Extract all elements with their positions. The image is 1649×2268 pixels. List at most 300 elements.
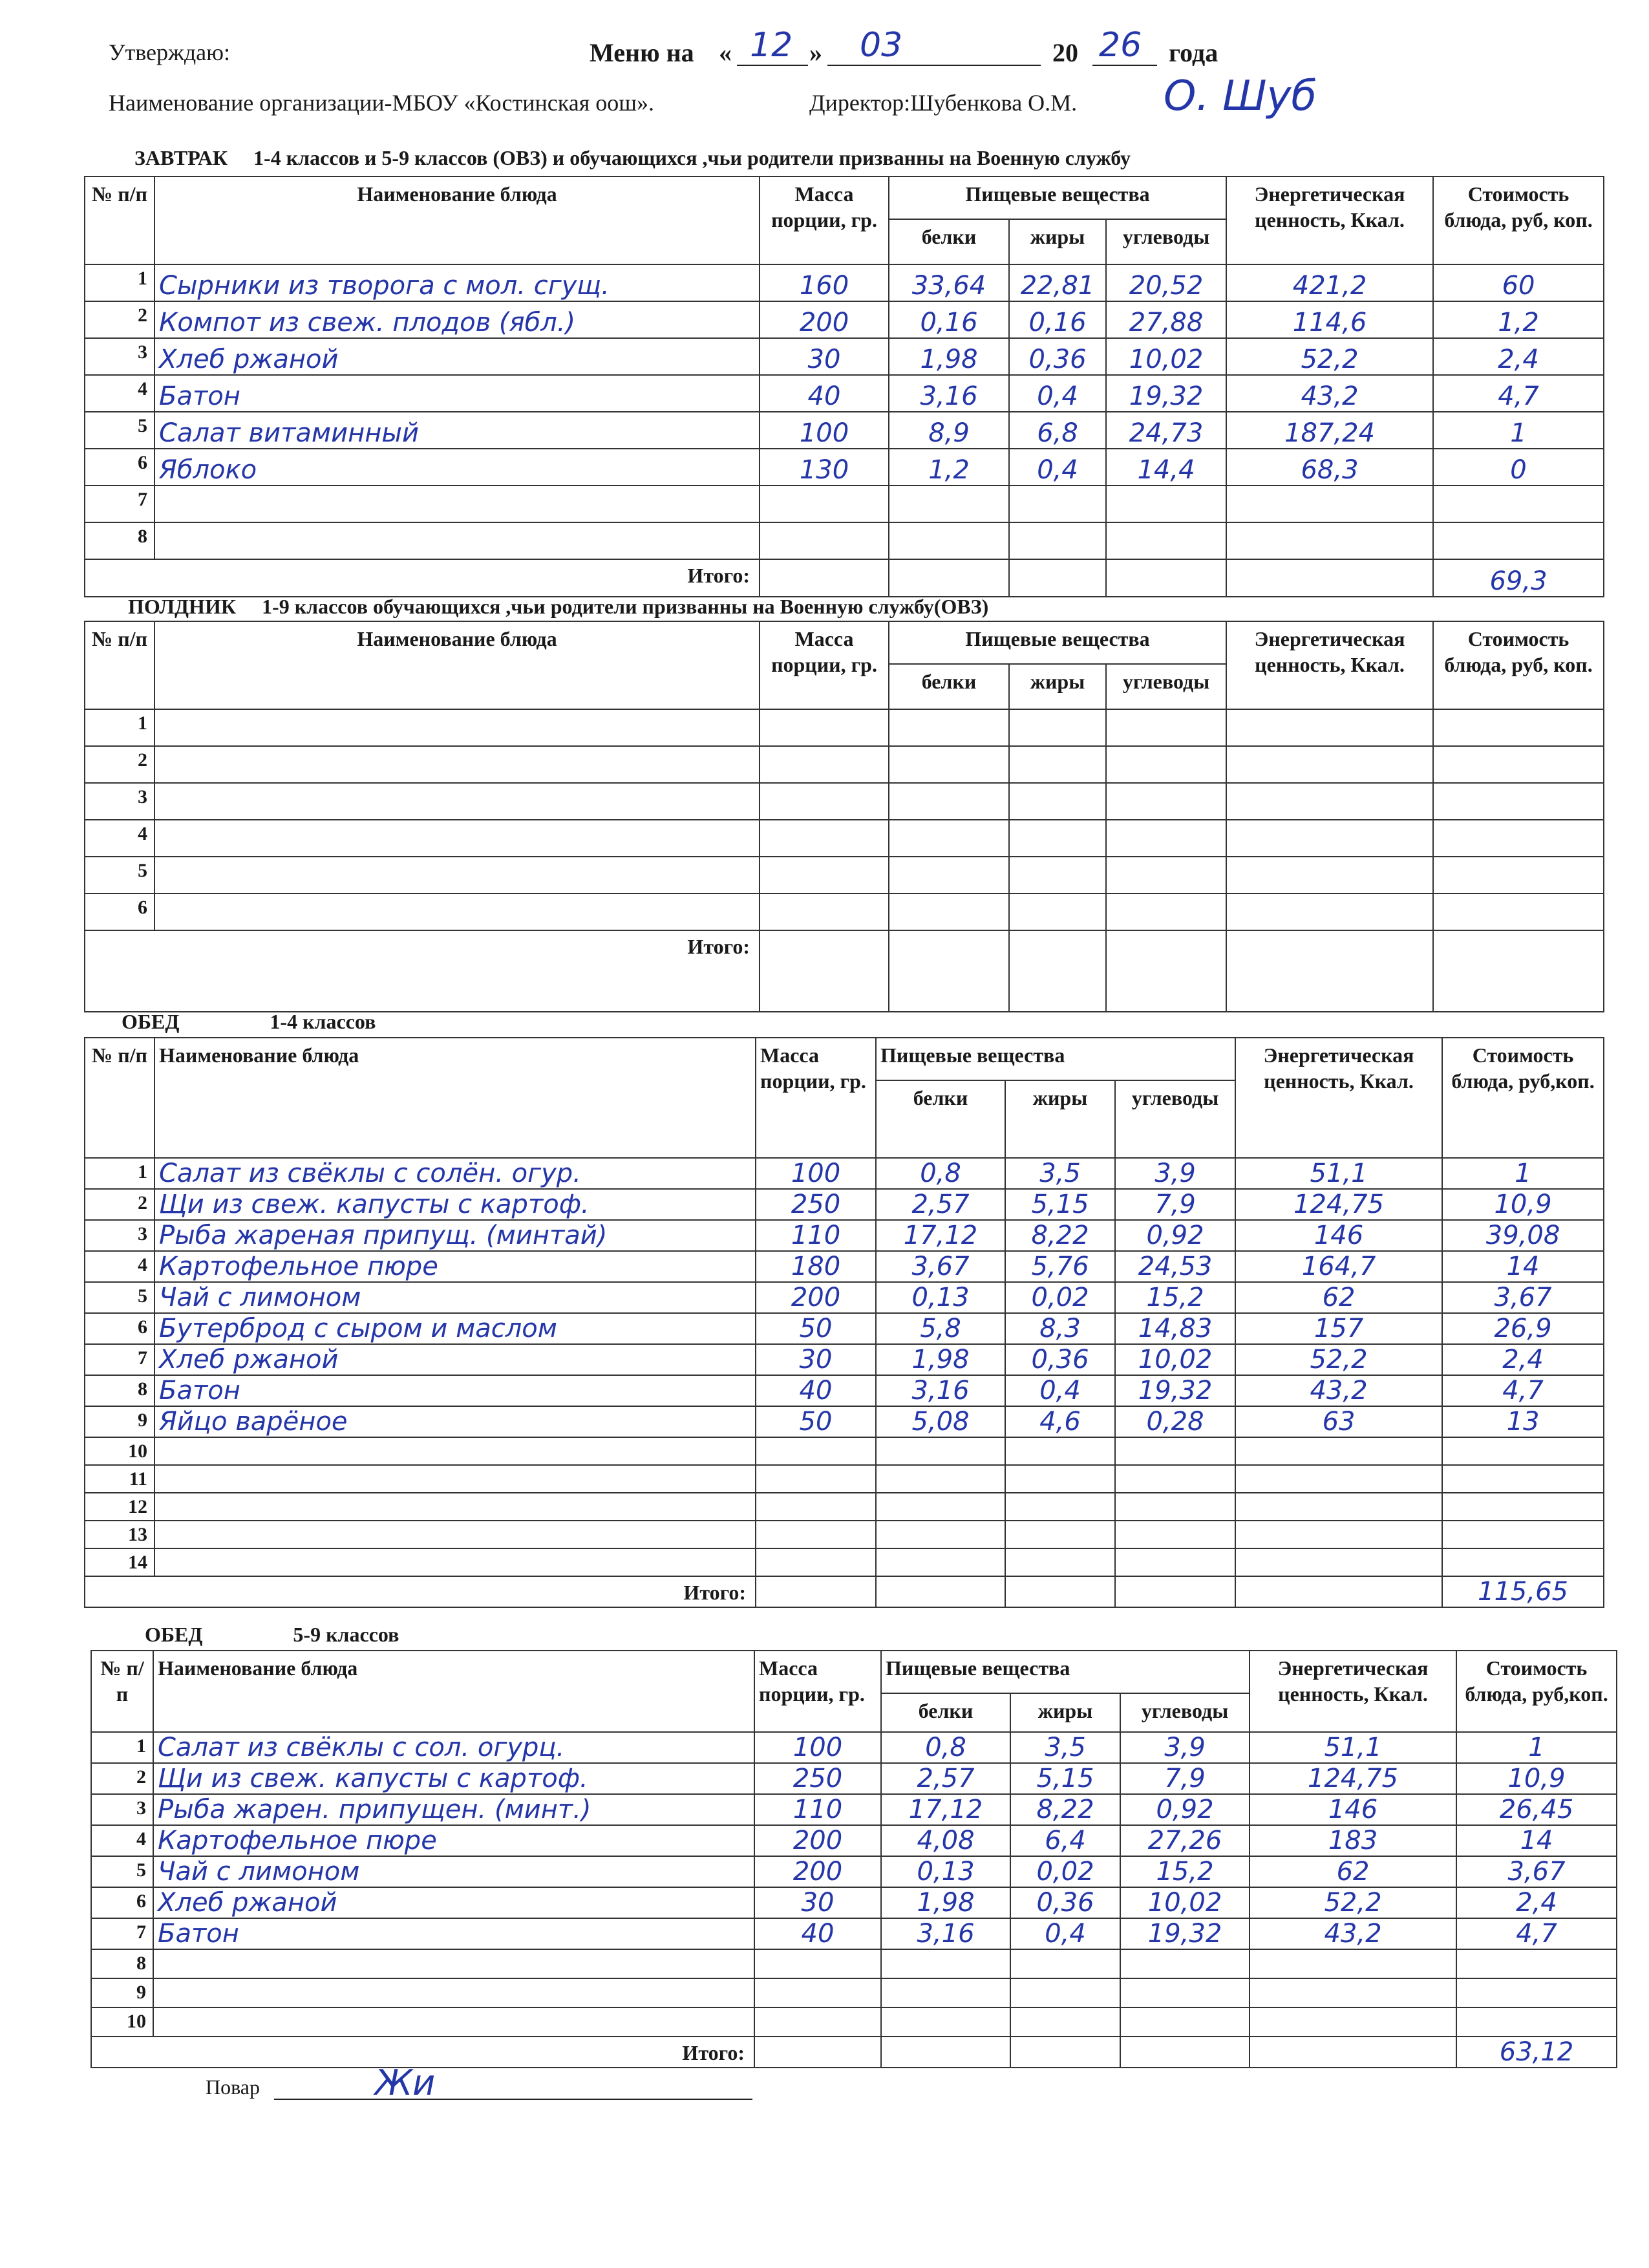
dish-name bbox=[154, 857, 760, 893]
menu-label: Меню на bbox=[590, 38, 694, 67]
cost-value bbox=[1433, 746, 1604, 783]
energy-value: 52,2 bbox=[1235, 1344, 1442, 1375]
table-row bbox=[85, 1158, 1604, 1189]
row-number: 8 bbox=[85, 522, 154, 559]
protein-value: 0,13 bbox=[876, 1282, 1005, 1313]
carbs-value: 15,2 bbox=[1115, 1282, 1235, 1313]
protein-value: 3,16 bbox=[881, 1918, 1010, 1949]
row-number: 6 bbox=[85, 1313, 154, 1344]
col-fat-header: жиры bbox=[1005, 1080, 1115, 1158]
carbs-value: 24,73 bbox=[1106, 412, 1226, 449]
fat-value: 0,02 bbox=[1005, 1282, 1115, 1313]
protein-value bbox=[876, 1548, 1005, 1576]
col-nutrients-header: Пищевые вещества bbox=[889, 621, 1226, 664]
portion-mass: 40 bbox=[760, 375, 889, 412]
carbs-value: 19,32 bbox=[1115, 1375, 1235, 1406]
energy-value: 43,2 bbox=[1235, 1375, 1442, 1406]
cost-value: 1 bbox=[1456, 1732, 1617, 1763]
table-row bbox=[85, 1465, 1604, 1493]
cost-value: 14 bbox=[1442, 1251, 1604, 1282]
portion-mass bbox=[760, 857, 889, 893]
total-label: Итого: bbox=[85, 930, 760, 1012]
total-empty-cell bbox=[756, 1576, 876, 1607]
menu-year: 26 bbox=[1099, 26, 1142, 65]
energy-value bbox=[1235, 1548, 1442, 1576]
row-number: 4 bbox=[85, 375, 154, 412]
row-number: 7 bbox=[85, 486, 154, 522]
table-row bbox=[91, 1918, 1617, 1949]
portion-mass bbox=[756, 1548, 876, 1576]
dish-name bbox=[154, 893, 760, 930]
total-label: Итого: bbox=[85, 559, 760, 597]
total-empty-cell bbox=[1115, 1576, 1235, 1607]
protein-value: 1,98 bbox=[876, 1344, 1005, 1375]
protein-value bbox=[876, 1465, 1005, 1493]
year-word: года bbox=[1169, 38, 1218, 67]
table-row bbox=[85, 338, 1604, 375]
portion-mass: 130 bbox=[760, 449, 889, 486]
energy-value bbox=[1226, 820, 1433, 857]
dish-name bbox=[154, 709, 760, 746]
fat-value bbox=[1009, 486, 1106, 522]
col-mass-header: Масса порции, гр. bbox=[760, 177, 889, 264]
protein-value bbox=[889, 783, 1009, 820]
dish-name: Рыба жарен. припущен. (минт.) bbox=[153, 1794, 754, 1825]
protein-value: 3,67 bbox=[876, 1251, 1005, 1282]
table-row bbox=[91, 2007, 1617, 2037]
dish-name bbox=[153, 1949, 754, 1978]
carbs-value: 15,2 bbox=[1120, 1856, 1250, 1887]
energy-value: 51,1 bbox=[1235, 1158, 1442, 1189]
cost-value: 1 bbox=[1433, 412, 1604, 449]
carbs-value: 19,32 bbox=[1120, 1918, 1250, 1949]
table-row bbox=[91, 1887, 1617, 1918]
portion-mass: 250 bbox=[754, 1763, 881, 1794]
total-empty-cell bbox=[881, 2037, 1010, 2068]
protein-value bbox=[889, 893, 1009, 930]
dish-name: Картофельное пюре bbox=[154, 1251, 756, 1282]
dish-name: Хлеб ржаной bbox=[153, 1887, 754, 1918]
cost-value: 26,45 bbox=[1456, 1794, 1617, 1825]
fat-value: 0,16 bbox=[1009, 301, 1106, 338]
row-number: 1 bbox=[85, 709, 154, 746]
portion-mass: 200 bbox=[760, 301, 889, 338]
row-number: 3 bbox=[85, 1220, 154, 1251]
snack-title: ПОЛДНИК 1-9 классов обучающихся ,чьи родители призванны на Военную службу(ОВЗ) bbox=[128, 595, 989, 618]
cost-value: 14 bbox=[1456, 1825, 1617, 1856]
dish-name: Батон bbox=[154, 1375, 756, 1406]
col-name-header: Наименование блюда bbox=[154, 177, 760, 264]
portion-mass bbox=[760, 522, 889, 559]
fat-value bbox=[1009, 746, 1106, 783]
energy-value bbox=[1226, 522, 1433, 559]
cost-value: 60 bbox=[1433, 264, 1604, 301]
total-empty-cell bbox=[1226, 930, 1433, 1012]
cost-value bbox=[1433, 486, 1604, 522]
table-row bbox=[91, 1949, 1617, 1978]
cost-value: 4,7 bbox=[1456, 1918, 1617, 1949]
row-number: 7 bbox=[85, 1344, 154, 1375]
carbs-value bbox=[1106, 857, 1226, 893]
protein-value: 0,16 bbox=[889, 301, 1009, 338]
portion-mass: 30 bbox=[754, 1887, 881, 1918]
row-number: 7 bbox=[91, 1918, 153, 1949]
dish-name: Батон bbox=[153, 1918, 754, 1949]
cost-value: 13 bbox=[1442, 1406, 1604, 1437]
table-row bbox=[85, 820, 1604, 857]
table-row bbox=[91, 1978, 1617, 2007]
energy-value: 157 bbox=[1235, 1313, 1442, 1344]
energy-value: 183 bbox=[1250, 1825, 1456, 1856]
energy-value bbox=[1226, 857, 1433, 893]
table-row bbox=[85, 1251, 1604, 1282]
cost-value bbox=[1456, 2007, 1617, 2037]
portion-mass: 50 bbox=[756, 1406, 876, 1437]
dish-name: Чай с лимоном bbox=[154, 1282, 756, 1313]
carbs-value bbox=[1106, 709, 1226, 746]
table-row bbox=[85, 1521, 1604, 1548]
table-row bbox=[85, 1548, 1604, 1576]
cost-value: 2,4 bbox=[1433, 338, 1604, 375]
row-number: 1 bbox=[91, 1732, 153, 1763]
portion-mass bbox=[756, 1465, 876, 1493]
dish-name bbox=[154, 1521, 756, 1548]
col-cost-header: Стоимость блюда, руб, коп. bbox=[1433, 621, 1604, 709]
fat-value bbox=[1010, 1978, 1120, 2007]
row-number: 5 bbox=[85, 1282, 154, 1313]
total-empty-cell bbox=[1009, 930, 1106, 1012]
breakfast-title: ЗАВТРАК 1-4 классов и 5-9 классов (ОВЗ) и обучающихся ,чьи родители призванны на Военную службу bbox=[134, 146, 1131, 169]
portion-mass bbox=[760, 820, 889, 857]
col-cost-header: Стоимость блюда, руб,коп. bbox=[1442, 1038, 1604, 1158]
row-number: 3 bbox=[85, 783, 154, 820]
carbs-value: 0,28 bbox=[1115, 1406, 1235, 1437]
protein-value: 0,8 bbox=[876, 1158, 1005, 1189]
total-cost-value: 115,65 bbox=[1442, 1576, 1604, 1607]
table-row bbox=[85, 375, 1604, 412]
carbs-value bbox=[1115, 1493, 1235, 1521]
fat-value: 0,36 bbox=[1005, 1344, 1115, 1375]
fat-value: 5,15 bbox=[1005, 1189, 1115, 1220]
fat-value: 0,4 bbox=[1009, 449, 1106, 486]
dish-name bbox=[153, 2007, 754, 2037]
portion-mass: 100 bbox=[756, 1158, 876, 1189]
protein-value: 2,57 bbox=[876, 1189, 1005, 1220]
portion-mass: 200 bbox=[754, 1856, 881, 1887]
fat-value bbox=[1005, 1437, 1115, 1465]
carbs-value bbox=[1120, 2007, 1250, 2037]
fat-value: 8,22 bbox=[1010, 1794, 1120, 1825]
row-number: 8 bbox=[85, 1375, 154, 1406]
protein-value: 3,16 bbox=[889, 375, 1009, 412]
cost-value bbox=[1433, 893, 1604, 930]
row-number: 3 bbox=[85, 338, 154, 375]
energy-value bbox=[1250, 1978, 1456, 2007]
portion-mass: 30 bbox=[756, 1344, 876, 1375]
total-cost-value: 63,12 bbox=[1456, 2037, 1617, 2068]
carbs-value: 0,92 bbox=[1120, 1794, 1250, 1825]
row-number: 4 bbox=[85, 820, 154, 857]
dish-name: Бутерброд с сыром и маслом bbox=[154, 1313, 756, 1344]
fat-value bbox=[1009, 893, 1106, 930]
carbs-value bbox=[1106, 746, 1226, 783]
protein-value: 0,13 bbox=[881, 1856, 1010, 1887]
portion-mass bbox=[756, 1437, 876, 1465]
carbs-value: 14,83 bbox=[1115, 1313, 1235, 1344]
carbs-value: 3,9 bbox=[1115, 1158, 1235, 1189]
portion-mass bbox=[754, 1949, 881, 1978]
row-number: 2 bbox=[85, 1189, 154, 1220]
energy-value: 62 bbox=[1250, 1856, 1456, 1887]
portion-mass: 100 bbox=[760, 412, 889, 449]
dish-name bbox=[154, 1548, 756, 1576]
row-number: 2 bbox=[85, 301, 154, 338]
row-number: 14 bbox=[85, 1548, 154, 1576]
fat-value: 0,4 bbox=[1010, 1918, 1120, 1949]
portion-mass: 40 bbox=[756, 1375, 876, 1406]
table-row bbox=[85, 1375, 1604, 1406]
cost-value bbox=[1433, 783, 1604, 820]
dish-name: Яйцо варёное bbox=[154, 1406, 756, 1437]
cost-value bbox=[1456, 1978, 1617, 2007]
carbs-value: 10,02 bbox=[1106, 338, 1226, 375]
protein-value bbox=[889, 709, 1009, 746]
col-cost-header: Стоимость блюда, руб, коп. bbox=[1433, 177, 1604, 264]
portion-mass bbox=[760, 486, 889, 522]
total-cost-value: 69,3 bbox=[1433, 559, 1604, 597]
cost-value bbox=[1442, 1437, 1604, 1465]
total-empty-cell bbox=[1250, 2037, 1456, 2068]
row-number: 1 bbox=[85, 1158, 154, 1189]
carbs-value bbox=[1106, 820, 1226, 857]
menu-day: 12 bbox=[750, 26, 793, 65]
portion-mass bbox=[756, 1521, 876, 1548]
table-row bbox=[85, 857, 1604, 893]
col-mass-header: Масса порции, гр. bbox=[754, 1651, 881, 1732]
portion-mass bbox=[760, 746, 889, 783]
carbs-value: 20,52 bbox=[1106, 264, 1226, 301]
dish-name: Сырники из творога с мол. сгущ. bbox=[154, 264, 760, 301]
carbs-value: 3,9 bbox=[1120, 1732, 1250, 1763]
energy-value bbox=[1235, 1521, 1442, 1548]
carbs-value: 14,4 bbox=[1106, 449, 1226, 486]
energy-value: 52,2 bbox=[1250, 1887, 1456, 1918]
dish-name: Батон bbox=[154, 375, 760, 412]
total-label: Итого: bbox=[85, 1576, 756, 1607]
total-label: Итого: bbox=[91, 2037, 754, 2068]
col-energy-header: Энергетическая ценность, Ккал. bbox=[1226, 177, 1433, 264]
col-protein-header: белки bbox=[876, 1080, 1005, 1158]
breakfast-table bbox=[84, 176, 1604, 597]
table-row bbox=[85, 1406, 1604, 1437]
carbs-value bbox=[1120, 1949, 1250, 1978]
energy-value: 124,75 bbox=[1235, 1189, 1442, 1220]
protein-value bbox=[889, 746, 1009, 783]
cost-value: 2,4 bbox=[1442, 1344, 1604, 1375]
row-number: 8 bbox=[91, 1949, 153, 1978]
col-fat-header: жиры bbox=[1010, 1693, 1120, 1732]
table-row bbox=[91, 1825, 1617, 1856]
total-empty-cell bbox=[1009, 559, 1106, 597]
quote-open: « bbox=[719, 38, 732, 67]
protein-value bbox=[876, 1437, 1005, 1465]
col-cost-header: Стоимость блюда, руб,коп. bbox=[1456, 1651, 1617, 1732]
energy-value: 124,75 bbox=[1250, 1763, 1456, 1794]
row-number: 2 bbox=[85, 746, 154, 783]
director-label: Директор:Шубенкова О.М. bbox=[809, 90, 1078, 116]
row-number: 3 bbox=[91, 1794, 153, 1825]
col-fat-header: жиры bbox=[1009, 219, 1106, 264]
protein-value bbox=[889, 820, 1009, 857]
fat-value: 3,5 bbox=[1010, 1732, 1120, 1763]
cook-label: Повар bbox=[206, 2075, 260, 2099]
table-row bbox=[85, 1437, 1604, 1465]
lunch59-subtitle: 5-9 классов bbox=[293, 1623, 399, 1646]
total-empty-cell bbox=[1106, 930, 1226, 1012]
cost-value: 4,7 bbox=[1442, 1375, 1604, 1406]
row-number: 12 bbox=[85, 1493, 154, 1521]
protein-value bbox=[881, 1949, 1010, 1978]
col-protein-header: белки bbox=[889, 219, 1009, 264]
total-empty-cell bbox=[876, 1576, 1005, 1607]
cook-signature: Жи bbox=[375, 2062, 436, 2103]
fat-value: 0,4 bbox=[1005, 1375, 1115, 1406]
fat-value bbox=[1009, 522, 1106, 559]
carbs-value bbox=[1120, 1978, 1250, 2007]
carbs-value bbox=[1115, 1521, 1235, 1548]
fat-value bbox=[1005, 1493, 1115, 1521]
protein-value bbox=[889, 522, 1009, 559]
row-number: 11 bbox=[85, 1465, 154, 1493]
portion-mass: 110 bbox=[754, 1794, 881, 1825]
portion-mass: 100 bbox=[754, 1732, 881, 1763]
cost-value: 1 bbox=[1442, 1158, 1604, 1189]
dish-name bbox=[154, 486, 760, 522]
col-protein-header: белки bbox=[881, 1693, 1010, 1732]
snack-table bbox=[84, 621, 1604, 1012]
fat-value bbox=[1009, 857, 1106, 893]
carbs-value bbox=[1115, 1548, 1235, 1576]
cost-value bbox=[1442, 1465, 1604, 1493]
cost-value: 2,4 bbox=[1456, 1887, 1617, 1918]
col-num-header: № п/п bbox=[91, 1651, 153, 1732]
cost-value: 0 bbox=[1433, 449, 1604, 486]
dish-name: Хлеб ржаной bbox=[154, 1344, 756, 1375]
fat-value bbox=[1005, 1465, 1115, 1493]
carbs-value bbox=[1106, 486, 1226, 522]
energy-value bbox=[1226, 893, 1433, 930]
protein-value: 17,12 bbox=[881, 1794, 1010, 1825]
energy-value: 51,1 bbox=[1250, 1732, 1456, 1763]
portion-mass bbox=[760, 709, 889, 746]
table-row bbox=[91, 1794, 1617, 1825]
total-empty-cell bbox=[889, 559, 1009, 597]
protein-value: 2,57 bbox=[881, 1763, 1010, 1794]
fat-value: 8,22 bbox=[1005, 1220, 1115, 1251]
approve-label: Утверждаю: bbox=[109, 39, 231, 65]
energy-value: 187,24 bbox=[1226, 412, 1433, 449]
energy-value: 62 bbox=[1235, 1282, 1442, 1313]
energy-value: 146 bbox=[1250, 1794, 1456, 1825]
total-empty-cell bbox=[1226, 559, 1433, 597]
carbs-value: 0,92 bbox=[1115, 1220, 1235, 1251]
table-row bbox=[85, 1493, 1604, 1521]
table-row bbox=[85, 449, 1604, 486]
dish-name bbox=[154, 783, 760, 820]
carbs-value: 27,26 bbox=[1120, 1825, 1250, 1856]
fat-value bbox=[1010, 2007, 1120, 2037]
row-number: 13 bbox=[85, 1521, 154, 1548]
table-row bbox=[85, 893, 1604, 930]
row-number: 5 bbox=[85, 412, 154, 449]
col-energy-header: Энергетическая ценность, Ккал. bbox=[1226, 621, 1433, 709]
cost-value: 1,2 bbox=[1433, 301, 1604, 338]
total-empty-cell bbox=[1010, 2037, 1120, 2068]
table-row bbox=[85, 1344, 1604, 1375]
breakfast-subtitle: 1-4 классов и 5-9 классов (ОВЗ) и обучающихся ,чьи родители призванны на Военную службу bbox=[253, 146, 1131, 169]
table-row bbox=[85, 264, 1604, 301]
energy-value bbox=[1250, 1949, 1456, 1978]
protein-value: 17,12 bbox=[876, 1220, 1005, 1251]
table-row bbox=[85, 1220, 1604, 1251]
carbs-value: 27,88 bbox=[1106, 301, 1226, 338]
col-carbs-header: углеводы bbox=[1115, 1080, 1235, 1158]
energy-value bbox=[1226, 783, 1433, 820]
protein-value bbox=[889, 486, 1009, 522]
protein-value: 1,98 bbox=[889, 338, 1009, 375]
dish-name bbox=[153, 1978, 754, 2007]
dish-name: Компот из свеж. плодов (ябл.) bbox=[154, 301, 760, 338]
fat-value: 0,4 bbox=[1009, 375, 1106, 412]
table-row bbox=[91, 1856, 1617, 1887]
total-empty-cell bbox=[760, 930, 889, 1012]
portion-mass: 160 bbox=[760, 264, 889, 301]
month-underline bbox=[827, 65, 1041, 66]
portion-mass: 30 bbox=[760, 338, 889, 375]
dish-name bbox=[154, 746, 760, 783]
col-carbs-header: углеводы bbox=[1106, 664, 1226, 709]
row-number: 9 bbox=[91, 1978, 153, 2007]
protein-value: 1,98 bbox=[881, 1887, 1010, 1918]
cost-value: 10,9 bbox=[1442, 1189, 1604, 1220]
dish-name: Рыба жареная припущ. (минтай) bbox=[154, 1220, 756, 1251]
col-num-header: № п/п bbox=[85, 621, 154, 709]
energy-value: 164,7 bbox=[1235, 1251, 1442, 1282]
carbs-value bbox=[1115, 1465, 1235, 1493]
dish-name bbox=[154, 1493, 756, 1521]
energy-value: 114,6 bbox=[1226, 301, 1433, 338]
row-number: 6 bbox=[91, 1887, 153, 1918]
table-row bbox=[85, 1282, 1604, 1313]
cost-value bbox=[1456, 1949, 1617, 1978]
portion-mass: 180 bbox=[756, 1251, 876, 1282]
fat-value bbox=[1009, 709, 1106, 746]
energy-value bbox=[1226, 486, 1433, 522]
table-row bbox=[85, 486, 1604, 522]
cost-value bbox=[1442, 1521, 1604, 1548]
col-name-header: Наименование блюда bbox=[154, 1038, 756, 1158]
table-row bbox=[85, 412, 1604, 449]
col-nutrients-header: Пищевые вещества bbox=[876, 1038, 1235, 1080]
col-fat-header: жиры bbox=[1009, 664, 1106, 709]
cost-value bbox=[1442, 1548, 1604, 1576]
fat-value: 0,36 bbox=[1009, 338, 1106, 375]
lunch14-subtitle: 1-4 классов bbox=[270, 1010, 376, 1033]
cost-value: 10,9 bbox=[1456, 1763, 1617, 1794]
portion-mass bbox=[754, 2007, 881, 2037]
energy-value bbox=[1235, 1437, 1442, 1465]
energy-value: 43,2 bbox=[1226, 375, 1433, 412]
